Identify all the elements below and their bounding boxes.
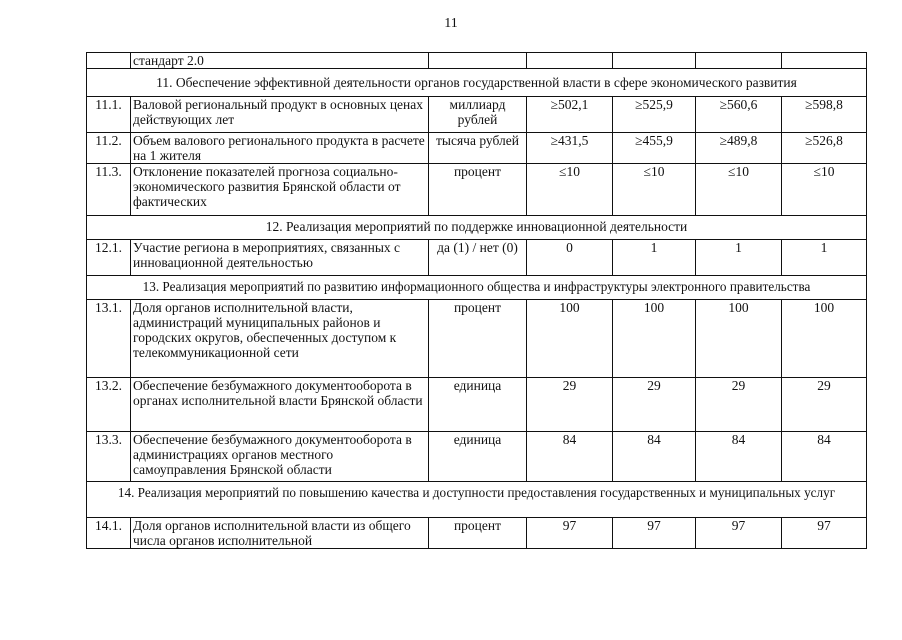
indicator-value: 100: [782, 300, 867, 378]
indicator-row: [87, 378, 867, 432]
indicator-value: ≤10: [527, 164, 613, 216]
indicator-unit: единица: [429, 432, 527, 482]
indicator-value: 97: [527, 518, 613, 549]
indicator-row: [87, 300, 867, 378]
indicator-number: 11.1.: [87, 97, 131, 133]
indicator-value: ≥560,6: [696, 97, 782, 133]
indicator-value: ≥431,5: [527, 133, 613, 164]
indicator-value: 97: [696, 518, 782, 549]
indicator-unit: процент: [429, 300, 527, 378]
indicator-value: ≤10: [696, 164, 782, 216]
indicator-value: 29: [613, 378, 696, 432]
indicator-number: 14.1.: [87, 518, 131, 549]
indicator-value: 84: [527, 432, 613, 482]
indicator-value: 100: [696, 300, 782, 378]
section-title: 13. Реализация мероприятий по развитию информационного общества и инфраструктуры электронного правительства: [87, 276, 867, 300]
indicator-value: 84: [782, 432, 867, 482]
indicator-name: Участие региона в мероприятиях, связанных с инновационной деятельностью: [131, 240, 429, 276]
indicator-value: 29: [782, 378, 867, 432]
indicator-value: 100: [527, 300, 613, 378]
indicators-table: [86, 52, 867, 549]
indicator-value: 1: [613, 240, 696, 276]
indicator-value: 84: [696, 432, 782, 482]
indicator-value: 97: [613, 518, 696, 549]
indicator-value: ≥526,8: [782, 133, 867, 164]
continuation-row: [87, 53, 867, 69]
indicator-name: Обеспечение безбумажного документооборота в органах исполнительной власти Брянской области: [131, 378, 429, 432]
indicator-value: ≥455,9: [613, 133, 696, 164]
section-title: 12. Реализация мероприятий по поддержке инновационной деятельности: [87, 216, 867, 240]
indicator-number: 11.3.: [87, 164, 131, 216]
continuation-text: стандарт 2.0: [131, 53, 429, 69]
indicator-number: 11.2.: [87, 133, 131, 164]
section-title: 14. Реализация мероприятий по повышению качества и доступности предоставления государственных и муниципальных услуг: [87, 482, 867, 518]
indicator-row: [87, 518, 867, 549]
indicator-name: Отклонение показателей прогноза социально-экономического развития Брянской области от фактических: [131, 164, 429, 216]
indicator-value: 29: [696, 378, 782, 432]
page-number: 11: [444, 16, 458, 31]
indicator-name: Доля органов исполнительной власти из общего числа органов исполнительной: [131, 518, 429, 549]
indicator-value: 84: [613, 432, 696, 482]
indicator-value: 97: [782, 518, 867, 549]
section-title: 11. Обеспечение эффективной деятельности органов государственной власти в сфере экономического развития: [87, 69, 867, 97]
indicator-name: Обеспечение безбумажного документооборота в администрациях органов местного самоуправления Брянской области: [131, 432, 429, 482]
indicator-unit: процент: [429, 518, 527, 549]
indicator-number: 12.1.: [87, 240, 131, 276]
indicator-value: ≤10: [782, 164, 867, 216]
indicator-name: Доля органов исполнительной власти, администраций муниципальных районов и городских округов, обеспеченных доступом к телекоммуникационной сети: [131, 300, 429, 378]
section-header-row: [87, 482, 867, 518]
indicator-unit: единица: [429, 378, 527, 432]
indicator-name: Валовой региональный продукт в основных ценах действующих лет: [131, 97, 429, 133]
indicator-unit: тысяча рублей: [429, 133, 527, 164]
indicator-value: ≥598,8: [782, 97, 867, 133]
indicator-row: [87, 97, 867, 133]
section-header-row: [87, 276, 867, 300]
indicator-number: 13.3.: [87, 432, 131, 482]
indicator-row: [87, 164, 867, 216]
indicator-unit: процент: [429, 164, 527, 216]
indicator-value: ≤10: [613, 164, 696, 216]
indicator-value: 29: [527, 378, 613, 432]
indicator-unit: да (1) / нет (0): [429, 240, 527, 276]
indicator-value: ≥525,9: [613, 97, 696, 133]
indicator-row: [87, 240, 867, 276]
indicator-value: 100: [613, 300, 696, 378]
indicator-row: [87, 133, 867, 164]
indicator-unit: миллиард рублей: [429, 97, 527, 133]
indicator-value: 0: [527, 240, 613, 276]
indicator-name: Объем валового регионального продукта в расчете на 1 жителя: [131, 133, 429, 164]
indicator-value: ≥489,8: [696, 133, 782, 164]
indicator-value: ≥502,1: [527, 97, 613, 133]
indicator-number: 13.1.: [87, 300, 131, 378]
indicator-number: 13.2.: [87, 378, 131, 432]
section-header-row: [87, 216, 867, 240]
indicator-value: 1: [696, 240, 782, 276]
indicator-row: [87, 432, 867, 482]
indicator-value: 1: [782, 240, 867, 276]
section-header-row: [87, 69, 867, 97]
